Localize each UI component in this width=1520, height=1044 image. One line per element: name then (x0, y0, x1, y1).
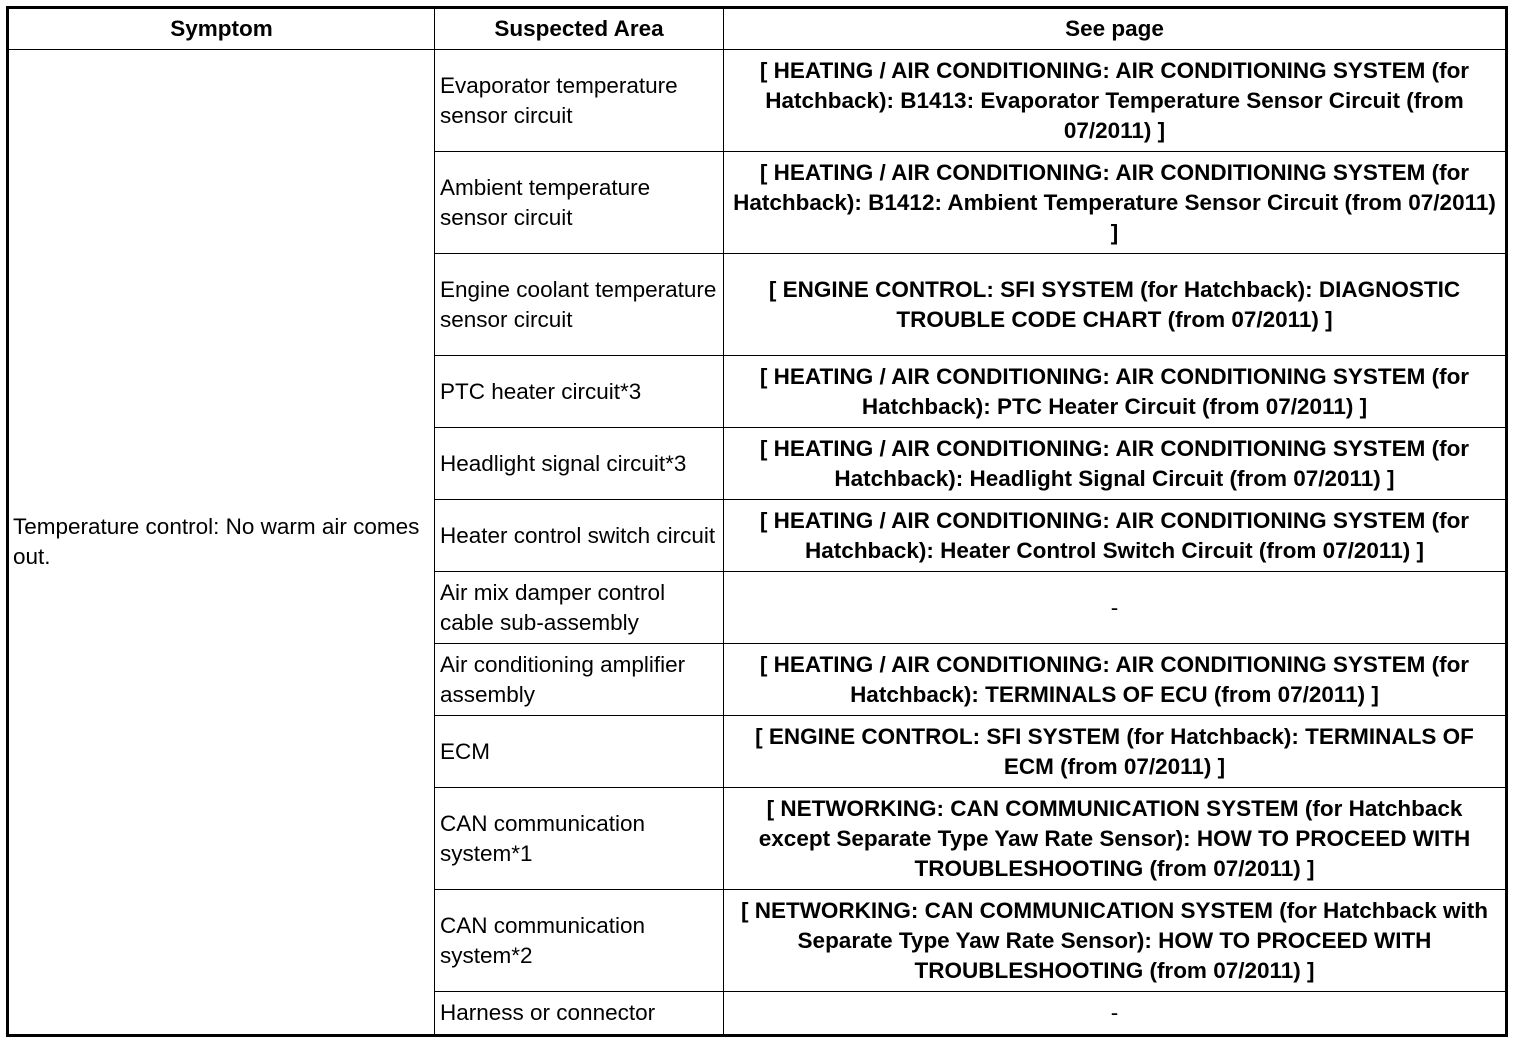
see-page-cell: [ ENGINE CONTROL: SFI SYSTEM (for Hatchback): DIAGNOSTIC TROUBLE CODE CHART (from 07/2011) ] (724, 254, 1507, 356)
see-page-cell: [ HEATING / AIR CONDITIONING: AIR CONDITIONING SYSTEM (for Hatchback): B1412: Ambient Temperature Sensor Circuit (from 07/2011) ] (724, 152, 1507, 254)
suspected-area-cell: Heater control switch circuit (435, 500, 724, 572)
see-page-cell: [ NETWORKING: CAN COMMUNICATION SYSTEM (for Hatchback with Separate Type Yaw Rate Sensor): HOW TO PROCEED WITH TROUBLESHOOTING (from 07/2011) ] (724, 890, 1507, 992)
header-suspected-area: Suspected Area (435, 8, 724, 50)
header-see-page: See page (724, 8, 1507, 50)
suspected-area-cell: Engine coolant temperature sensor circuit (435, 254, 724, 356)
suspected-area-cell: Air mix damper control cable sub-assembly (435, 572, 724, 644)
see-page-cell: [ NETWORKING: CAN COMMUNICATION SYSTEM (for Hatchback except Separate Type Yaw Rate Sensor): HOW TO PROCEED WITH TROUBLESHOOTING (from 07/2011) ] (724, 788, 1507, 890)
see-page-cell: [ HEATING / AIR CONDITIONING: AIR CONDITIONING SYSTEM (for Hatchback): Headlight Signal Circuit (from 07/2011) ] (724, 428, 1507, 500)
symptom-cell: Temperature control: No warm air comes out. (8, 50, 435, 1036)
see-page-cell: [ HEATING / AIR CONDITIONING: AIR CONDITIONING SYSTEM (for Hatchback): TERMINALS OF ECU (from 07/2011) ] (724, 644, 1507, 716)
suspected-area-cell: PTC heater circuit*3 (435, 356, 724, 428)
table-row (8, 50, 1507, 152)
suspected-area-cell: Headlight signal circuit*3 (435, 428, 724, 500)
see-page-cell: [ ENGINE CONTROL: SFI SYSTEM (for Hatchback): TERMINALS OF ECM (from 07/2011) ] (724, 716, 1507, 788)
suspected-area-cell: CAN communication system*1 (435, 788, 724, 890)
suspected-area-cell: Air conditioning amplifier assembly (435, 644, 724, 716)
see-page-cell: - (724, 992, 1507, 1036)
suspected-area-cell: Ambient temperature sensor circuit (435, 152, 724, 254)
suspected-area-cell: CAN communication system*2 (435, 890, 724, 992)
see-page-cell: - (724, 572, 1507, 644)
see-page-cell: [ HEATING / AIR CONDITIONING: AIR CONDITIONING SYSTEM (for Hatchback): PTC Heater Circuit (from 07/2011) ] (724, 356, 1507, 428)
suspected-area-cell: ECM (435, 716, 724, 788)
header-row (8, 8, 1507, 50)
suspected-area-cell: Evaporator temperature sensor circuit (435, 50, 724, 152)
see-page-cell: [ HEATING / AIR CONDITIONING: AIR CONDITIONING SYSTEM (for Hatchback): B1413: Evaporator Temperature Sensor Circuit (from 07/2011) ] (724, 50, 1507, 152)
diagnostic-table (6, 6, 1508, 1037)
suspected-area-cell: Harness or connector (435, 992, 724, 1036)
header-symptom: Symptom (8, 8, 435, 50)
see-page-cell: [ HEATING / AIR CONDITIONING: AIR CONDITIONING SYSTEM (for Hatchback): Heater Control Switch Circuit (from 07/2011) ] (724, 500, 1507, 572)
